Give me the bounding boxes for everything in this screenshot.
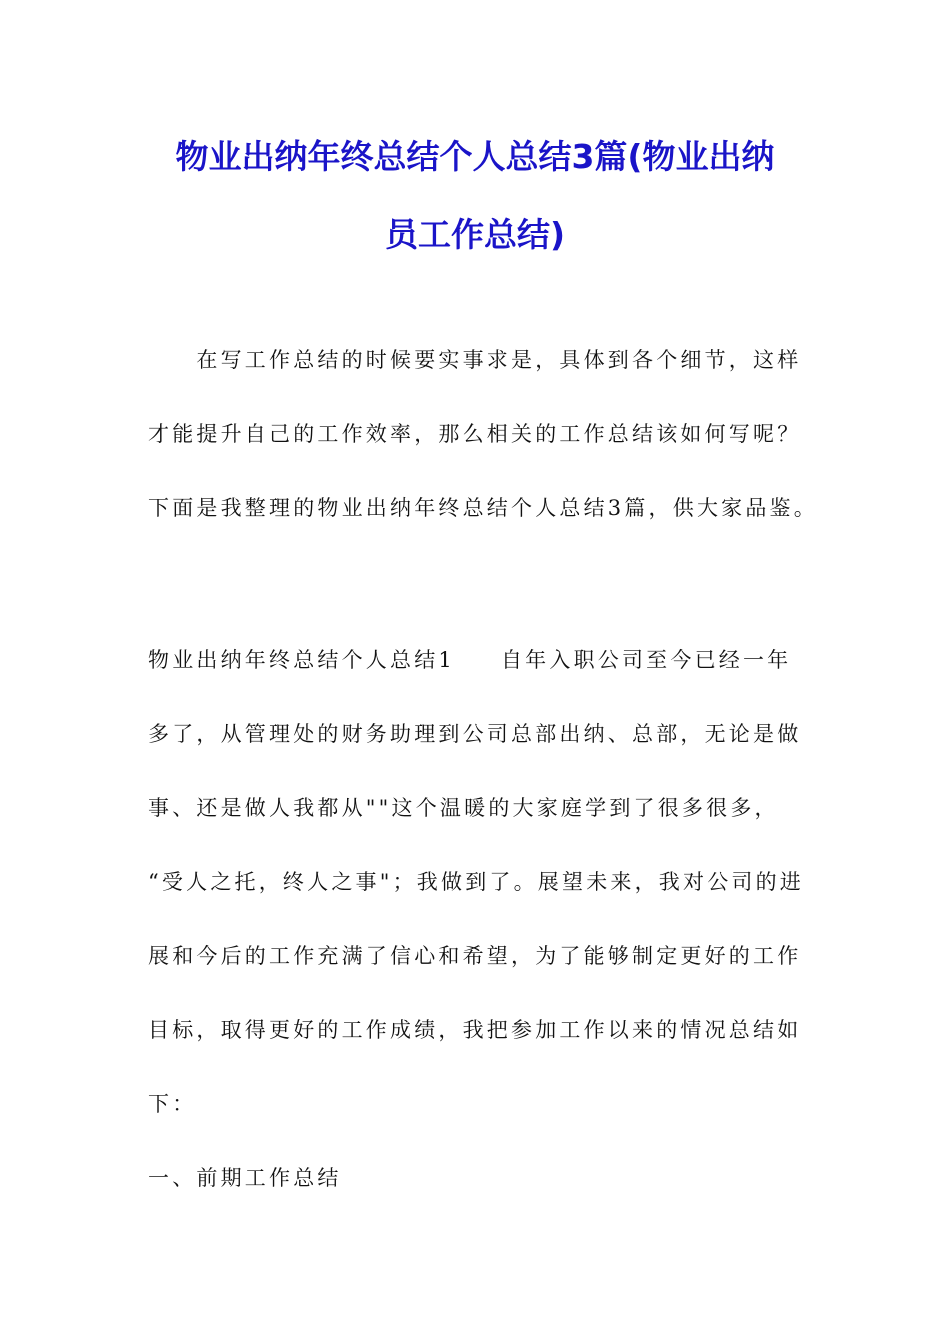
section-1-line-2: 多了，从管理处的财务助理到公司总部出纳、总部，无论是做 — [148, 722, 802, 746]
section-1-heading: 物业出纳年终总结个人总结1 — [148, 648, 455, 672]
title-line-2: 员工作总结) — [384, 215, 566, 254]
section-1-subheading: 一、前期工作总结 — [148, 1166, 342, 1190]
intro-paragraph — [148, 340, 818, 562]
section-1-first-line — [148, 640, 808, 714]
document-title — [120, 118, 830, 274]
section-1-line-5: 展和今后的工作充满了信心和希望，为了能够制定更好的工作 — [148, 944, 802, 968]
section-1 — [148, 640, 808, 1232]
title-line-1: 物业出纳年终总结个人总结3篇(物业出纳 — [175, 137, 775, 176]
intro-line-3: 下面是我整理的物业出纳年终总结个人总结3篇，供大家品鉴。 — [148, 496, 818, 520]
section-1-line-7: 下： — [148, 1092, 197, 1116]
section-1-line-3: 事、还是做人我都从""这个温暖的大家庭学到了很多很多， — [148, 796, 779, 820]
section-1-line-4: “受人之托，终人之事"；我做到了。展望未来，我对公司的进 — [148, 870, 804, 894]
intro-line-1: 在写工作总结的时候要实事求是，具体到各个细节，这样 — [148, 348, 802, 372]
section-1-line-6: 目标，取得更好的工作成绩，我把参加工作以来的情况总结如 — [148, 1018, 802, 1042]
section-1-first-text: 自年入职公司至今已经一年 — [500, 648, 792, 672]
intro-line-2: 才能提升自己的工作效率，那么相关的工作总结该如何写呢？ — [148, 422, 802, 446]
